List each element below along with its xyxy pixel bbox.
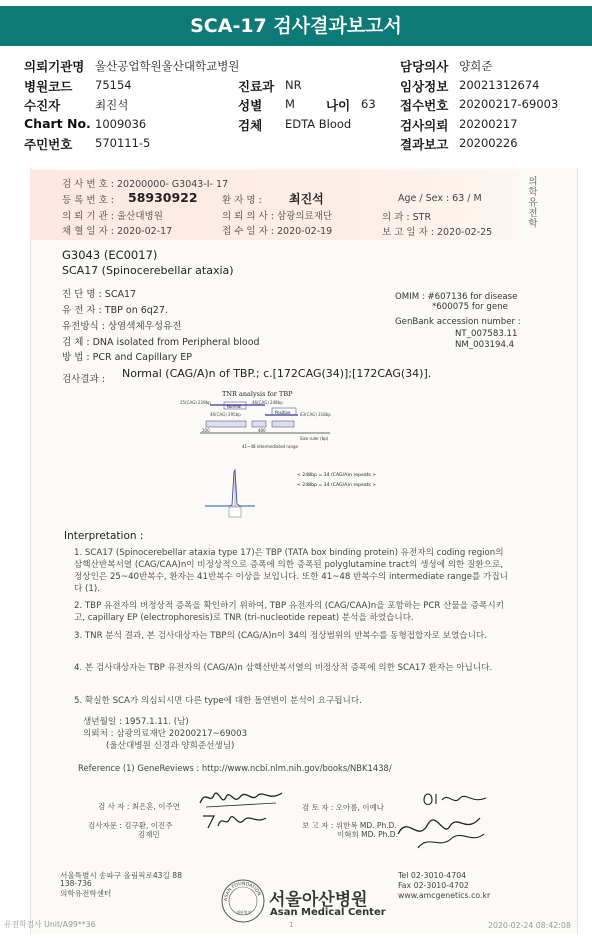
reviewer: 검 토 자 : 오아름, 이예나 — [302, 803, 385, 812]
patient-name: 최진석 — [289, 192, 324, 206]
fig1-label-2: 46(CAG) 248bp — [252, 400, 283, 405]
center-name: 의학유전학센터 — [60, 889, 112, 898]
birth-date: 생년월일 : 1957.1.11. (남) — [83, 717, 189, 727]
fig1-tick-400: 400 — [258, 428, 266, 433]
label-receipt-no: 접수번호 — [400, 98, 449, 113]
test-code: G3043 (EC0017) — [62, 248, 158, 262]
method: 방 법 : PCR and Capillary EP — [62, 352, 192, 363]
eph-peak-label-box — [229, 507, 241, 517]
value-sex: M — [285, 97, 295, 111]
value-doctor: 양희준 — [459, 59, 493, 73]
registration-number: 58930922 — [128, 190, 198, 205]
reference: Reference (1) GeneReviews : http://www.ncbi.nlm.nih.gov/books/NBK1438/ — [78, 763, 392, 773]
page-title: SCA-17 검사결과보고서 — [0, 6, 592, 46]
logo-ring-text: ASAN FOUNDATION — [223, 881, 261, 902]
reporter-2: 이혁희 MD. Ph.D. — [337, 830, 398, 839]
referrer-detail: (울산대병원 신경과 양희준선생님) — [106, 741, 235, 751]
value-report-date: 20200226 — [459, 136, 518, 150]
label-request-date: 검사의뢰 — [400, 118, 449, 133]
gene: 유 전 자 : TBP on 6q27. — [62, 305, 168, 316]
fig1-title: TNR analysis for TBP — [222, 390, 293, 398]
fig1-label-3: 46(CAG) 295bp — [210, 412, 241, 417]
postal-code: 138-736 — [60, 879, 92, 888]
interpretation-item-3: 3. TNR 분석 결과, 본 검사대상자는 TBP의 (CAG/A)n이 34의 정상범위의 반복수를 동형접합자로 보였습니다. — [74, 631, 487, 641]
address: 서울특별시 송파구 올림픽로43길 88 — [60, 871, 182, 880]
label-resident-no: 주민번호 — [24, 137, 73, 152]
signature-consultant — [200, 808, 270, 832]
value-age: 63 — [361, 97, 376, 111]
telephone: Tel 02-3010-4704 — [398, 871, 467, 880]
department: 의 과 : STR — [382, 212, 432, 223]
requesting-doctor: 의 뢰 의 사 : 삼광의료재단 — [222, 211, 333, 222]
test-name: SCA17 (Spinocerebellar ataxia) — [62, 264, 234, 277]
label-hospital-code: 병원코드 — [24, 79, 73, 94]
genbank-label: GenBank accession number : — [395, 317, 521, 327]
value-chart-no: 1009036 — [95, 117, 147, 131]
report-date: 보 고 일 자 : 2020-02-25 — [382, 227, 493, 238]
examiner: 검 사 자 : 최은혼, 이주연 — [98, 802, 181, 811]
fig1-segment-3 — [272, 421, 294, 427]
inheritance: 유전방식 : 상염색체우성유전 — [62, 321, 182, 332]
value-resident-no: 570111-5 — [95, 136, 151, 150]
logo-inner-text: 재단법인 — [236, 910, 252, 915]
side-label: 의학유전학 — [526, 176, 537, 229]
website: www.amcgenetics.co.kr — [398, 891, 491, 900]
interpretation-heading: Interpretation : — [64, 530, 144, 542]
interpretation-item-1: 1. SCA17 (Spinocerebellar ataxia type 17)은 TBP (TATA box binding protein) 유전자의 coding region의 삼핵산반복서열 (CAG/CAA)n이 비정상적으로 증폭에 의한 증폭된 polyglutamine tract의 생성에 의한 질환으로, 정상인은 25~40반복수, 환자는 41반복수 이상을 보입니다. 또한 41~48 반복수의 intermediate range를 가집니다 (1). — [74, 548, 508, 594]
patient-name-label: 환 자 명 : — [222, 195, 262, 206]
hospital-name-ko: 서울아산병원 — [269, 890, 368, 910]
fig1-size-ruler-label: Size ruler (bp) — [300, 436, 329, 441]
fig1-segment-1 — [206, 421, 246, 427]
label-chart-no: Chart No. — [24, 116, 91, 131]
fig1-label-4: 63(CAG) 318bp — [300, 412, 331, 417]
fig1-label-1: 25(CAG) 229bp — [180, 400, 211, 405]
value-receipt-no: 20200217-69003 — [459, 97, 559, 111]
footer-timestamp: 2020-02-24 08:42:08 — [488, 921, 571, 930]
fig1-normal-label: Normal — [227, 404, 242, 409]
genbank-nt: NT_007583.11 — [455, 329, 518, 339]
omim-gene: *600075 for gene — [432, 302, 508, 312]
label-report-date: 결과보고 — [400, 137, 449, 152]
fax: Fax 02-3010-4702 — [398, 881, 469, 890]
age-sex: Age / Sex : 63 / M — [398, 193, 482, 204]
fig1-segment-2 — [252, 421, 266, 427]
label-department: 진료과 — [238, 79, 275, 94]
collection-date: 채 혈 일 자 : 2020-02-17 — [62, 226, 173, 237]
result-label: 검사결과 : — [62, 374, 105, 385]
genbank-nm: NM_003194.4 — [455, 340, 515, 350]
value-institution: 울산공업학원울산대학교병원 — [95, 59, 240, 73]
receipt-date: 접 수 일 자 : 2020-02-19 — [222, 226, 333, 237]
diagnosis: 진 단 명 : SCA17 — [62, 289, 137, 300]
label-specimen: 검체 — [238, 118, 263, 133]
label-patient: 수진자 — [24, 98, 61, 113]
label-sex: 성별 — [238, 98, 263, 113]
exam-number: 검 사 번 호 : 20200000- G3043-I- 17 — [62, 179, 229, 190]
page-number: 1 — [289, 921, 294, 929]
signature-reporter — [388, 804, 488, 854]
value-request-date: 20200217 — [459, 117, 518, 131]
eph-repeat-label-2: < 248bp = 34 (CAG/A)n repeats > — [297, 483, 377, 488]
omim-disease: OMIM : #607136 for disease — [395, 292, 518, 302]
tnr-analysis-figure — [180, 388, 340, 454]
consultant: 검사자문 : 김구환, 이진주 — [88, 821, 173, 830]
interpretation-item-5: 5. 확실한 SCA가 의심되시면 다른 type에 대한 돌연변이 분석이 요구됩니다. — [74, 696, 362, 706]
footer-unit: 유전학검사 Unit/A99**36 — [4, 920, 96, 929]
label-institution: 의뢰기관명 — [24, 59, 85, 74]
reporter: 보 고 자 : 위한복 MD. Ph.D. — [302, 821, 397, 830]
hospital-name-en: Asan Medical Center — [270, 907, 386, 918]
label-age: 나이 — [326, 98, 351, 113]
value-hospital-code: 75154 — [95, 78, 132, 92]
sample: 검 체 : DNA isolated from Peripheral blood — [62, 337, 260, 348]
referrer: 의뢰처 : 삼광의료재단 20200217~69003 — [83, 729, 248, 739]
eph-peak-trace — [205, 470, 255, 506]
requesting-institution: 의 뢰 기 관 : 울산대병원 — [62, 211, 163, 222]
value-department: NR — [285, 78, 302, 92]
value-clinical-info: 20021312674 — [459, 78, 540, 92]
value-patient: 최진석 — [95, 98, 129, 112]
registration-label: 등 록 번 호 : — [62, 195, 114, 206]
eph-repeat-label-1: < 248bp = 34 (CAG/A)n repeats > — [297, 473, 377, 478]
electropherogram-figure — [195, 466, 395, 522]
fig1-intermediate-label: 41~48 intermediated range — [242, 444, 298, 449]
interpretation-item-4: 4. 본 검사대상자는 TBP 유전자의 (CAG/A)n 삼핵산반복서열의 비정상적 증폭에 의한 SCA17 환자는 아닙니다. — [74, 663, 493, 673]
asan-foundation-logo — [220, 878, 266, 924]
interpretation-item-2: 2. TBP 유전자의 비정상적 증폭을 확인하기 위하여, TBP 유전자의 (CAG/CAA)n을 포함하는 PCR 산물을 증폭시키고, capillary EP (electrophoresis)로 TNR (tri-nucleotide repeat) 분석을 하였습니다. — [74, 601, 504, 623]
result-value: Normal (CAG/A)n of TBP.; c.[172CAG(34)];[172CAG(34)]. — [122, 367, 432, 380]
consultant-2: 김재민 — [138, 830, 160, 839]
fig1-tick-200: 200 — [202, 428, 210, 433]
fig1-positive-label: Positive — [275, 410, 291, 415]
label-clinical-info: 임상정보 — [400, 79, 449, 94]
label-doctor: 담당의사 — [400, 59, 449, 74]
value-specimen: EDTA Blood — [285, 117, 352, 131]
